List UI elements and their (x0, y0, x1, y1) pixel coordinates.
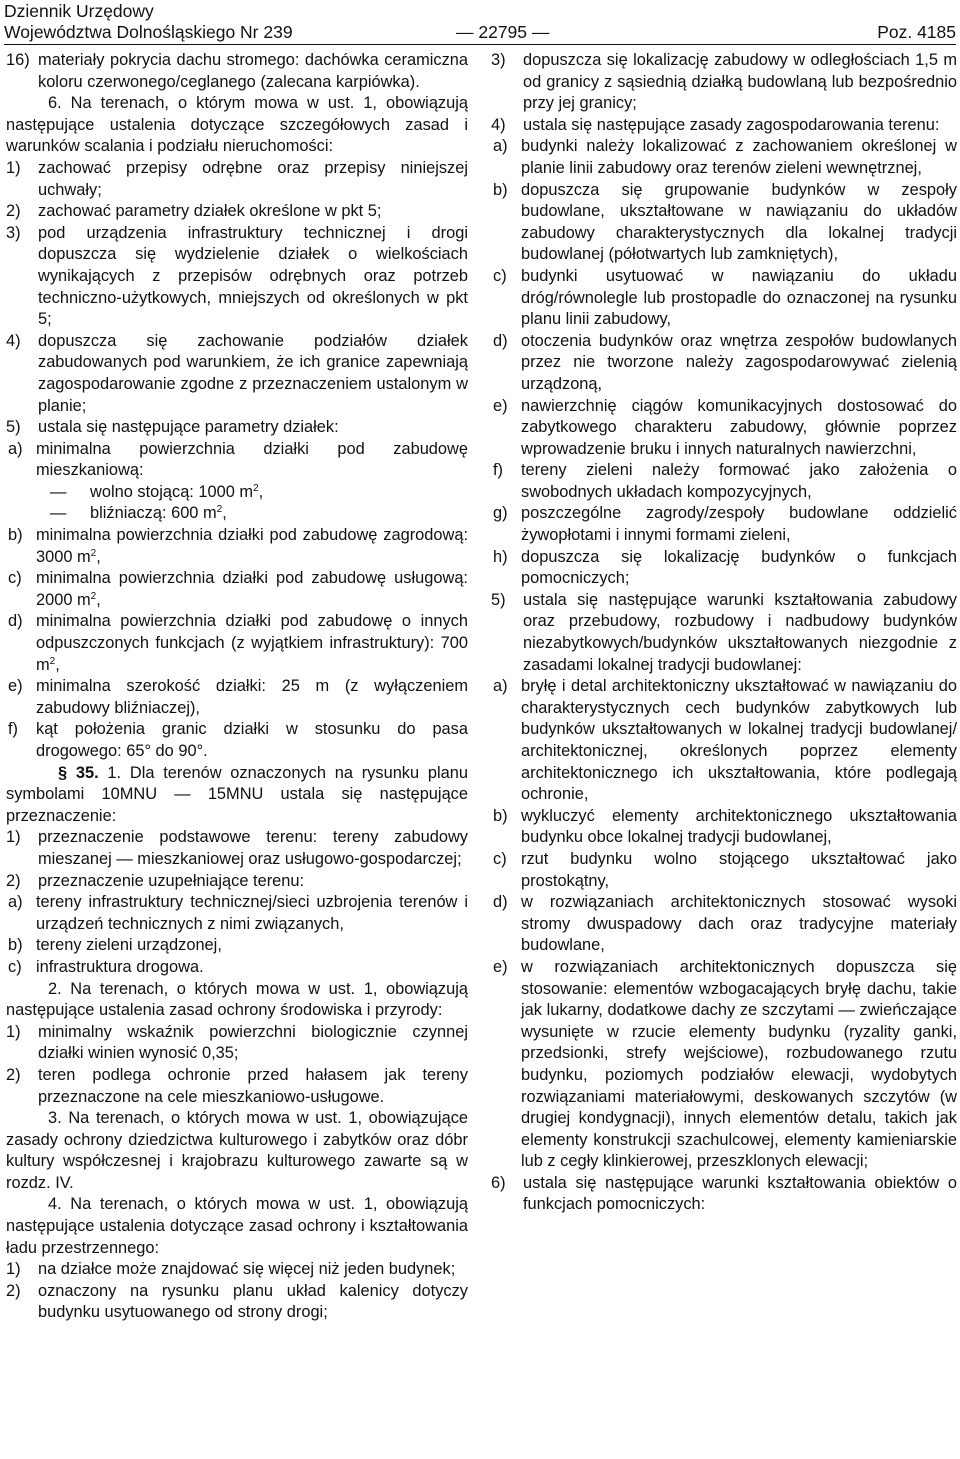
item-number: 5) (491, 590, 506, 609)
sub-item (493, 331, 957, 396)
sub-item (8, 935, 468, 957)
item-text: budynki usytuować w nawiązaniu do układu dróg/równolegle lub prostopadle do oznaczonej na rysunku planu linii zabudowy, (521, 266, 957, 329)
item-text: tereny zieleni urządzonej, (36, 936, 222, 955)
item-letter: e) (493, 396, 508, 415)
item-text: minimalny wskaźnik powierzchni biologicznie czynnej działki winien wynosić 0,35; (38, 1022, 468, 1063)
list-item (6, 1065, 468, 1108)
journal-title: Dziennik Urzędowy (4, 1, 154, 21)
item-letter: e) (8, 677, 23, 696)
dash-mark: — (50, 504, 67, 523)
list-item (491, 1173, 957, 1216)
sub-item (493, 957, 957, 1173)
sub-item (493, 547, 957, 590)
sub-item (493, 892, 957, 957)
list-item (491, 115, 957, 137)
item-letter: a) (8, 439, 23, 458)
list-item (6, 201, 468, 223)
item-text: dopuszcza się lokalizację budynków o funkcjach pomocniczych; (521, 547, 957, 588)
item-text: infrastruktura drogowa. (36, 957, 204, 976)
left-column (6, 50, 468, 1324)
item-letter: b) (493, 806, 508, 825)
item-text: nawierzchnię ciągów komunikacyjnych dostosować do zabytkowego charakteru zabudowy, głównie poprzez wprowadzenie bruku i innych naturalnych nawierzchni, (521, 396, 957, 458)
paragraph: 2. Na terenach, o których mowa w ust. 1, obowiązują następujące ustalenia zasad ochrony środowiska i przyrody: (6, 979, 468, 1020)
sub-item (8, 719, 468, 762)
item-text: minimalna powierzchnia działki pod zabudowę o innych odpuszczonych funkcjach (z wyjątkiem infrastruktury): 700 $m^2$, (36, 612, 468, 674)
item-letter: h) (493, 547, 508, 566)
item-letter: c) (493, 849, 507, 868)
item-letter: b) (8, 936, 23, 955)
sub-item (8, 525, 468, 568)
item-text: dopuszcza się lokalizację zabudowy w odległościach 1,5 m od granicy z sąsiednią działką budowlaną lub bezpośrednio przy jej granicy; (523, 51, 957, 113)
item-text: na działce może znajdować się więcej niż jeden budynek; (38, 1260, 456, 1279)
item-letter: d) (493, 331, 508, 350)
section-heading: § 35. (58, 763, 99, 782)
list-item (491, 50, 957, 115)
list-item (6, 871, 468, 893)
sub-item (8, 957, 468, 979)
item-text: ustala się następujące zasady zagospodarowania terenu: (523, 115, 940, 134)
item-text: oznaczony na rysunku planu układ kalenicy dotyczy budynku usytuowanego od strony drogi; (38, 1281, 468, 1322)
item-text: rzut budynku wolno stojącego ukształtować jako prostokątny, (521, 849, 957, 890)
list-item (6, 1022, 468, 1065)
item-text: pod urządzenia infrastruktury technicznej i drogi dopuszcza się wydzielenie działek o wielkościach wynikających z przepisów odrębnych oraz potrzeb techniczno-użytkowych, mniejszych od określonych w pkt 5; (38, 223, 468, 329)
item-letter: c) (8, 569, 22, 588)
list-item (6, 1259, 468, 1281)
list-item (491, 590, 957, 676)
item-number: 2) (6, 1281, 21, 1300)
section-text: 1. Dla terenów oznaczonych na rysunku planu symbolami 10MNU — 15MNU ustala się następujące przeznaczenie: (6, 763, 468, 825)
list-item (6, 417, 468, 439)
dash-mark: — (50, 482, 67, 501)
item-text: budynki należy lokalizować z zachowaniem określonej w planie linii zabudowy oraz terenów zieleni wewnętrznej, (521, 137, 957, 177)
item-text: dopuszcza się zachowanie podziałów działek zabudowanych pod warunkiem, że ich granice zapewniają zagospodarowanie zgodne z przeznaczeniem ustalonym w planie; (38, 331, 468, 415)
item-text: w rozwiązaniach architektonicznych dopuszcza się stosowanie: elementów wzbogacających bryłę dachu, takie jak lukarny, dodatkowe dachy ze szczytami — zwieńczające wysunięte w rzucie elementy budynku (ryzality ganki, przedsionki, strefy wejściowe), rozbudowanego rzutu budynku, poziomych podziałów elewacji, wydobytych rozwiązaniami materiałowymi, deskowanych szczytów (w drugiej kondygnacji), innych elementów detalu, takich jak elementy konstrukcji szachulcowej, elementy kamieniarskie lub z cegły klinkierowej, przeszklonych elewacji; (521, 957, 957, 1171)
item-number: 1) (6, 158, 21, 177)
list-item (6, 827, 468, 870)
item-text: kąt położenia granic działki w stosunku do pasa drogowego: 65° do 90°. (36, 720, 468, 760)
item-text: wolno stojącą: 1000 $m^2$, (90, 482, 264, 501)
item-letter: a) (493, 137, 508, 156)
sub-item (8, 676, 468, 719)
item-number: 16) (6, 51, 30, 69)
item-letter: f) (493, 461, 504, 480)
sub-item (8, 568, 468, 611)
item-number: 2) (6, 202, 21, 221)
item-text: bryłę i detal architektoniczny ukształtować w nawiązaniu do charakterystycznych cech budynków zabytkowych lub budynków ukształtowanych w lokalnej tradycji budowlanej/ architektonicznej, określonych poprzez elementy architektonicznego ich ukształtowania, które podlegają ochronie, (521, 677, 957, 804)
item-number: 1) (6, 1022, 21, 1041)
item-letter: b) (493, 180, 508, 199)
item-text: zachować parametry działek określone w pkt 5; (38, 202, 382, 221)
item-number: 2) (6, 1065, 21, 1084)
item-text: minimalna powierzchnia działki pod zabudowę zagrodową: 3000 $m^2$, (36, 526, 468, 566)
item-text: otoczenia budynków oraz wnętrza zespołów budowlanych przez nie tworzone należy zagospodarowywać zielenią urządzoną, (521, 331, 957, 393)
item-text: w rozwiązaniach architektonicznych stosować wysoki stromy dwuspadowy dach oraz tradycyjne materiały budowlane, (521, 893, 957, 955)
dash-item (50, 482, 468, 504)
item-letter: a) (493, 677, 508, 696)
sub-item (493, 503, 957, 546)
item-text: materiały pokrycia dachu stromego: dachówka ceramiczna koloru czerwonego/ceglanego (zalecana karpiówka). (38, 51, 468, 91)
list-item (6, 158, 468, 201)
item-number: 1) (6, 1260, 21, 1279)
item-number: 4) (491, 115, 506, 134)
list-item (6, 223, 468, 331)
item-number: 1) (6, 828, 21, 847)
item-letter: f) (8, 720, 19, 739)
right-column (491, 50, 957, 1216)
item-text: przeznaczenie uzupełniające terenu: (38, 871, 305, 890)
list-item (6, 331, 468, 417)
item-number: 4) (6, 331, 21, 350)
item-number: 3) (6, 223, 21, 242)
sub-item (493, 266, 957, 331)
sub-item (493, 136, 957, 179)
section-35 (6, 763, 468, 828)
journal-issue: Województwa Dolnośląskiego Nr 239 (4, 22, 293, 42)
item-text: bliźniaczą: 600 $m^2$, (90, 504, 227, 523)
sub-item (493, 849, 957, 892)
item-text: wykluczyć elementy architektonicznego ukształtowania budynku obce lokalnej tradycji budowlanej, (521, 806, 957, 847)
item-letter: d) (8, 612, 23, 631)
item-letter: c) (8, 957, 22, 976)
item-text: tereny infrastruktury technicznej/sieci uzbrojenia terenów i urządzeń technicznych z nimi związanych, (36, 893, 468, 933)
item-letter: b) (8, 526, 23, 545)
sub-item (493, 460, 957, 503)
item-text: przeznaczenie podstawowe terenu: tereny zabudowy mieszanej — mieszkaniowej oraz usługowo-gospodarczej; (38, 828, 468, 868)
header-rule (4, 44, 956, 45)
paragraph: 6. Na terenach, o którym mowa w ust. 1, obowiązują następujące ustalenia dotyczące szczegółowych zasad i warunków scalania i podziału nieruchomości: (6, 94, 468, 156)
item-text: teren podlega ochronie przed hałasem jak tereny przeznaczone na cele mieszkaniowo-usługowe. (38, 1065, 468, 1106)
item-number: 2) (6, 871, 21, 890)
sub-item (8, 611, 468, 676)
paragraph: 3. Na terenach, o których mowa w ust. 1, obowiązujące zasady ochrony dziedzictwa kulturowego i zabytków oraz dóbr kultury współczesnej i krajobrazu kulturowego zawarte są w rozdz. IV. (6, 1109, 468, 1192)
item-text: tereny zieleni należy formować jako założenia o swobodnych układach kompozycyjnych, (521, 461, 957, 501)
item-text: ustala się następujące warunki kształtowania obiektów o funkcjach pomocniczych: (523, 1173, 957, 1214)
item-number: 5) (6, 418, 21, 437)
sub-item (493, 676, 957, 806)
sub-item (8, 892, 468, 935)
item-number: Poz. 4185 (877, 22, 956, 42)
item-text: minimalna szerokość działki: 25 m (z wyłączeniem zabudowy bliźniaczej), (36, 677, 468, 717)
item-letter: e) (493, 957, 508, 976)
item-letter: a) (8, 893, 23, 912)
item-text: zachować przepisy odrębne oraz przepisy niniejszej uchwały; (38, 158, 468, 199)
item-letter: g) (493, 504, 508, 523)
sub-item (8, 439, 468, 482)
paragraph: 4. Na terenach, o których mowa w ust. 1, obowiązują następujące ustalenia dotyczące zasad ochrony i kształtowania ładu przestrzennego: (6, 1195, 468, 1257)
item-number: 3) (491, 51, 506, 69)
list-item (6, 1281, 468, 1324)
item-text: dopuszcza się grupowanie budynków w zespoły budowlane, ukształtowane w nawiązaniu do układów zabudowy charakterystycznych dla lokalnej tradycji budowlanej (półotwartych lub zamkniętych), (521, 180, 957, 264)
item-letter: c) (493, 266, 507, 285)
item-text: minimalna powierzchnia działki pod zabudowę mieszkaniową: (36, 439, 468, 480)
page-header (4, 0, 956, 46)
item-text: ustala się następujące warunki kształtowania zabudowy oraz przebudowy, rozbudowy i nadbudowy budynków niezabytkowych/budynków ukształtowanych niezgodnie z zasadami lokalnej tradycji budowlanej: (523, 590, 957, 674)
sub-item (493, 806, 957, 849)
item-text: poszczególne zagrody/zespoły budowlane oddzielić żywopłotami i innymi formami zieleni, (521, 504, 957, 545)
item-number: 6) (491, 1173, 506, 1192)
page-number: — 22795 — (456, 22, 550, 42)
sub-item (493, 180, 957, 266)
item-text: minimalna powierzchnia działki pod zabudowę usługową: 2000 $m^2$, (36, 569, 468, 609)
item-text: ustala się następujące parametry działek: (38, 418, 339, 437)
item-letter: d) (493, 893, 508, 912)
dash-item (50, 503, 468, 525)
sub-item (493, 396, 957, 461)
list-item (6, 50, 468, 93)
